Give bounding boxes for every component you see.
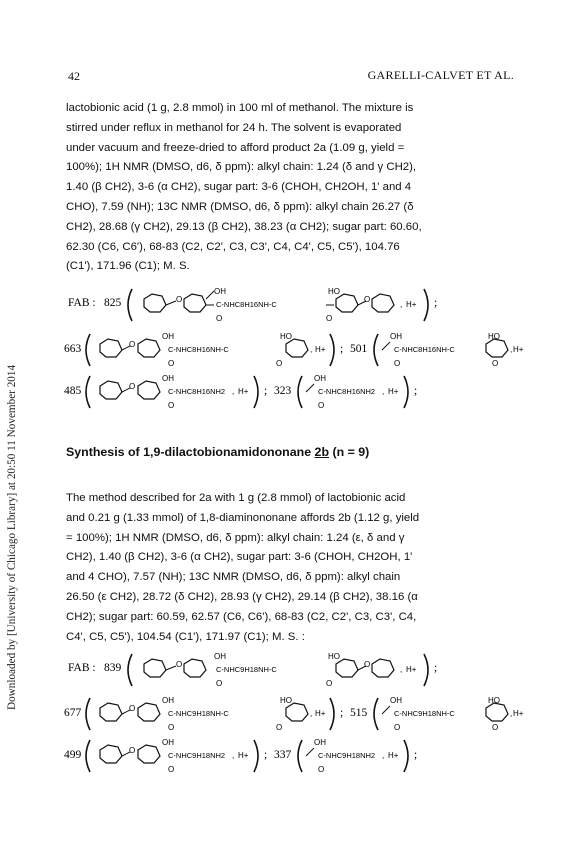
text-line: = 100%); 1H NMR (DMSO, d6, δ ppm): alkyl chain: 1.24 (ε, δ and γ xyxy=(66,531,405,544)
sugar-ring-icon xyxy=(100,703,122,721)
svg-text:,: , xyxy=(382,751,385,760)
carbonyl-oxygen-label: O xyxy=(326,314,333,323)
carbonyl-oxygen-label: O xyxy=(318,401,325,410)
open-paren-icon xyxy=(86,740,90,772)
mass-value-501: 501 xyxy=(350,343,368,355)
hydroxyl-label: HO xyxy=(280,696,292,705)
carbonyl-oxygen-label: O xyxy=(216,679,223,688)
hydroxyl-label: OH xyxy=(162,332,174,341)
open-paren-icon xyxy=(128,654,132,686)
proton-label: H+ xyxy=(238,387,249,396)
sugar-ring-icon xyxy=(286,703,308,721)
text-line: and 0.21 g (1.33 mmol) of 1,8-diaminononane affords 2b (1.12 g, yield xyxy=(66,511,420,524)
svg-text:;: ; xyxy=(434,297,438,309)
download-watermark-text: Downloaded by [University of Chicago Library] at 20:50 11 November 2014 xyxy=(6,364,18,710)
open-paren-icon xyxy=(298,740,302,772)
proton-label: H+ xyxy=(406,300,417,309)
svg-text:,: , xyxy=(400,300,403,309)
proton-label: H+ xyxy=(238,751,249,760)
linker-chain-label: C-NHC8H16NH-C xyxy=(216,300,277,309)
ms-fragment-row-663-501 xyxy=(64,330,524,370)
sugar-ring-icon xyxy=(336,294,358,312)
proton-label: H+ xyxy=(406,665,417,674)
hydroxyl-label: HO xyxy=(280,332,292,341)
sugar-ring-icon xyxy=(138,339,160,357)
svg-text:;: ; xyxy=(340,343,344,355)
linker-chain-label: C-NHC8H16NH2 xyxy=(168,387,226,396)
linker-chain-label: C-NHC8H16NH-C xyxy=(168,345,229,354)
oxygen-label: O xyxy=(364,295,371,304)
carbonyl-oxygen-label: O xyxy=(318,765,325,774)
mass-value-825: 825 xyxy=(104,297,122,309)
ms-fragment-row-677-515 xyxy=(64,694,524,734)
ms-fragment-499-337-structure xyxy=(64,736,524,776)
sugar-ring-icon xyxy=(100,381,122,399)
text-line: (C1'), 171.96 (C1); M. S. xyxy=(66,260,190,273)
carbonyl-oxygen-label: O xyxy=(492,723,499,732)
oxygen-label: O xyxy=(129,746,136,755)
linker-chain-label: C-NHC9H18NH2 xyxy=(318,751,376,760)
svg-text:;: ; xyxy=(414,749,418,761)
hydroxyl-label: HO xyxy=(328,652,340,661)
proton-label: H+ xyxy=(315,345,326,354)
linker-chain-label: C-NHC9H18NH-C xyxy=(168,709,229,718)
carbonyl-oxygen-label: O xyxy=(216,314,223,323)
sugar-ring-icon xyxy=(184,294,206,312)
svg-text:;: ; xyxy=(340,707,344,719)
ms-fragment-row-499-337 xyxy=(64,736,524,776)
close-paren-icon xyxy=(254,376,258,408)
experimental-paragraph-2a xyxy=(66,99,518,277)
open-paren-icon xyxy=(298,376,302,408)
proton-label: H+ xyxy=(513,345,524,354)
open-paren-icon xyxy=(128,289,132,321)
linker-chain-label: C-NHC8H16NH2 xyxy=(318,387,376,396)
text-line: stirred under reflux in methanol for 24 h. The solvent is evaporated xyxy=(66,121,402,134)
svg-text:;: ; xyxy=(264,749,268,761)
text-line: lactobionic acid (1 g, 2.8 mmol) in 100 ml of methanol. The mixture is xyxy=(66,102,414,114)
ms-fragment-677-515-structure xyxy=(64,694,524,734)
svg-text:,: , xyxy=(232,751,235,760)
hydroxyl-label: OH xyxy=(390,332,402,341)
ms-fragment-839-structure xyxy=(64,650,524,690)
text-line: CH2), 28.68 (γ CH2), 29.13 (β CH2), 38.23 (α CH2); sugar part: 60.60, xyxy=(66,220,422,233)
svg-text:,: , xyxy=(232,387,235,396)
linker-chain-label: C-NHC9H18NH2 xyxy=(168,751,226,760)
carbonyl-oxygen-label: O xyxy=(168,401,175,410)
text-line: and 4 CHO), 7.57 (NH); 13C NMR (DMSO, d6, δ ppm): alkyl chain xyxy=(66,571,401,584)
carbonyl-oxygen-label: O xyxy=(394,723,401,732)
hydroxyl-label: HO xyxy=(328,287,340,296)
heading-suffix: (n = 9) xyxy=(329,445,370,459)
mass-value-839: 839 xyxy=(104,662,122,674)
carbonyl-oxygen-label: O xyxy=(394,359,401,368)
close-paren-icon xyxy=(330,334,334,366)
sugar-ring-icon xyxy=(144,659,166,677)
close-paren-icon xyxy=(404,740,408,772)
hydroxyl-label: OH xyxy=(390,696,402,705)
svg-text:,: , xyxy=(310,345,313,354)
hydroxyl-label: OH xyxy=(162,696,174,705)
mass-value-515: 515 xyxy=(350,707,368,719)
proton-label: H+ xyxy=(388,751,399,760)
oxygen-label: O xyxy=(129,340,136,349)
open-paren-icon xyxy=(374,334,378,366)
hydroxyl-label: OH xyxy=(314,738,326,747)
text-line: 26.50 (ε CH2), 28.72 (δ CH2), 28.93 (γ CH2), 29.14 (β CH2), 38.16 (α xyxy=(66,590,418,603)
sugar-ring-icon xyxy=(336,659,358,677)
text-line: CH2); sugar part: 60.59, 62.57 (C6, C6'), 68-83 (C2, C2', C3, C3', C4, xyxy=(66,610,417,623)
hydroxyl-label: HO xyxy=(488,696,500,705)
open-paren-icon xyxy=(86,376,90,408)
mass-value-677: 677 xyxy=(64,707,82,719)
svg-text:,: , xyxy=(510,345,513,354)
heading-prefix: Synthesis of 1,9-dilactobionamidononane xyxy=(66,445,315,459)
text-line: CHO), 7.59 (NH); 13C NMR (DMSO, d6, δ ppm): alkyl chain 26.27 (δ xyxy=(66,200,414,213)
ms-fragment-row-485-323 xyxy=(64,372,524,412)
ms-fragment-825-structure xyxy=(64,285,524,325)
sugar-ring-icon xyxy=(486,339,508,357)
mass-value-323: 323 xyxy=(274,385,292,397)
svg-text:,: , xyxy=(510,709,513,718)
svg-text:,: , xyxy=(400,665,403,674)
download-watermark xyxy=(2,162,22,710)
sugar-ring-icon xyxy=(286,339,308,357)
section-heading xyxy=(66,445,369,459)
text-line: 100%); 1H NMR (DMSO, d6, δ ppm): alkyl chain: 1.24 (δ and γ CH2), xyxy=(66,161,417,174)
mass-value-337: 337 xyxy=(274,749,292,761)
carbonyl-oxygen-label: O xyxy=(168,359,175,368)
text-line: under vacuum and freeze-dried to afford product 2a (1.09 g, yield = xyxy=(66,141,405,154)
hydroxyl-label: OH xyxy=(162,374,174,383)
oxygen-label: O xyxy=(129,382,136,391)
proton-label: H+ xyxy=(388,387,399,396)
open-paren-icon xyxy=(374,698,378,730)
carbonyl-oxygen-label: O xyxy=(326,679,333,688)
sugar-ring-icon xyxy=(138,703,160,721)
sugar-ring-icon xyxy=(486,703,508,721)
fab-label: FAB : xyxy=(68,662,96,674)
linker-chain-label: C-NHC9H18NH-C xyxy=(216,665,277,674)
open-paren-icon xyxy=(86,334,90,366)
ms-fragment-663-501-structure xyxy=(64,330,524,370)
sugar-ring-icon xyxy=(372,659,394,677)
text-line: C4', C5, C5'), 104.54 (C1'), 171.97 (C1); M. S. : xyxy=(66,630,305,643)
text-line: 1.40 (β CH2), 3-6 (α CH2), sugar part: 3-6 (CHOH, CH2OH, 1' and 4 xyxy=(66,181,412,194)
text-line: CH2), 1.40 (β CH2), 3-6 (α CH2), sugar part: 3-6 (CHOH, CH2OH, 1' xyxy=(66,551,413,564)
hydroxyl-label: OH xyxy=(214,287,226,296)
linker-chain-label: C-NHC9H18NH-C xyxy=(394,709,455,718)
experimental-paragraph-2b xyxy=(66,489,518,647)
carbonyl-oxygen-label: O xyxy=(168,765,175,774)
carbonyl-oxygen-label: O xyxy=(168,723,175,732)
close-paren-icon xyxy=(254,740,258,772)
proton-label: H+ xyxy=(315,709,326,718)
svg-text:,: , xyxy=(310,709,313,718)
running-head: GARELLI-CALVET ET AL. xyxy=(367,68,514,82)
sugar-ring-icon xyxy=(138,381,160,399)
page-number: 42 xyxy=(68,69,80,83)
oxygen-label: O xyxy=(176,660,183,669)
sugar-ring-icon xyxy=(144,294,166,312)
svg-text:;: ; xyxy=(414,385,418,397)
mass-value-663: 663 xyxy=(64,343,82,355)
sugar-ring-icon xyxy=(100,745,122,763)
text-line: The method described for 2a with 1 g (2.8 mmol) of lactobionic acid xyxy=(66,492,406,504)
close-paren-icon xyxy=(330,698,334,730)
close-paren-icon xyxy=(404,376,408,408)
oxygen-label: O xyxy=(129,704,136,713)
carbonyl-oxygen-label: O xyxy=(492,359,499,368)
sugar-ring-icon xyxy=(372,294,394,312)
close-paren-icon xyxy=(424,289,428,321)
sugar-ring-icon xyxy=(138,745,160,763)
svg-text:;: ; xyxy=(264,385,268,397)
sugar-ring-icon xyxy=(184,659,206,677)
oxygen-label: O xyxy=(364,660,371,669)
sugar-ring-icon xyxy=(100,339,122,357)
mass-value-499: 499 xyxy=(64,749,82,761)
ms-fragment-row-825 xyxy=(64,285,524,325)
oxygen-label: O xyxy=(176,295,183,304)
fab-label: FAB : xyxy=(68,297,96,309)
carbonyl-oxygen-label: O xyxy=(276,359,283,368)
text-line: 62.30 (C6, C6'), 68-83 (C2, C2', C3, C3', C4, C4', C5, C5'), 104.76 xyxy=(66,240,400,253)
svg-text:,: , xyxy=(382,387,385,396)
hydroxyl-label: OH xyxy=(314,374,326,383)
mass-value-485: 485 xyxy=(64,385,82,397)
linker-chain-label: C-NHC8H16NH-C xyxy=(394,345,455,354)
ms-fragment-row-839 xyxy=(64,650,524,690)
carbonyl-oxygen-label: O xyxy=(276,723,283,732)
ms-fragment-485-323-structure xyxy=(64,372,524,412)
proton-label: H+ xyxy=(513,709,524,718)
hydroxyl-label: HO xyxy=(488,332,500,341)
hydroxyl-label: OH xyxy=(162,738,174,747)
hydroxyl-label: OH xyxy=(214,652,226,661)
svg-text:;: ; xyxy=(434,662,438,674)
open-paren-icon xyxy=(86,698,90,730)
close-paren-icon xyxy=(424,654,428,686)
heading-compound: 2b xyxy=(314,445,330,459)
